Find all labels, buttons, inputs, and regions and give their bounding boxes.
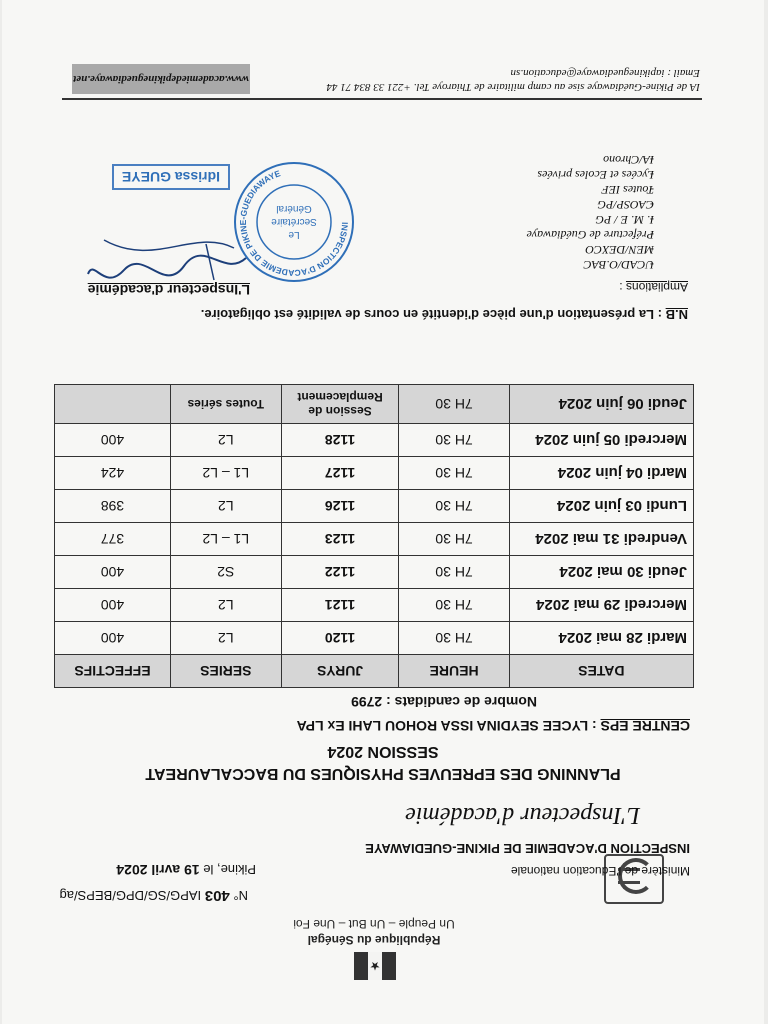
republic-header — [284, 916, 464, 948]
document-title: PLANNING DES EPREUVES PHYSIQUES DU BACCALAUREAT — [145, 765, 621, 782]
cell-session-replacement: Session de Remplacement — [281, 385, 399, 424]
cell-heure: 7H 30 — [399, 523, 509, 556]
table-row — [55, 622, 694, 655]
name-stamp: Idrissa GUEYE — [112, 164, 230, 190]
cell-date: Mercredi 05 juin 2024 — [509, 424, 693, 457]
cell-date: Mercredi 29 mai 2024 — [509, 589, 693, 622]
nb-notice: N.B : La présentation d'une pièce d'identité en cours de validité est obligatoire. — [200, 307, 688, 322]
list-item: - MEN/DEXCO — [526, 242, 654, 257]
centre-eps: CENTRE EPS : LYCEE SEYDINA ISSA ROHOU LAHI Ex LPA — [296, 718, 690, 734]
cell-series: L2 — [170, 490, 281, 523]
cell-heure: 7H 30 — [399, 490, 509, 523]
cell-empty — [55, 385, 171, 424]
candidate-count: Nombre de candidats : 2799 — [351, 694, 537, 710]
col-header-jurys: JURYS — [281, 655, 399, 688]
col-header-dates: DATES — [509, 655, 693, 688]
table-row — [55, 589, 694, 622]
ampliations-list — [526, 152, 682, 272]
cell-series: L2 — [170, 424, 281, 457]
document-date: Pikine, le 19 avril 2024 — [116, 862, 256, 878]
stamp-line-3: Général — [276, 203, 312, 214]
cell-series: S2 — [170, 556, 281, 589]
document-page — [2, 0, 764, 1024]
cell-jury: 1123 — [281, 523, 399, 556]
footer-address: IA de Pikine-Guédiawaye sise au camp militaire de Thiaroye Tel. +221 33 834 71 44 Email : iapikineguediawaye@education.sn — [326, 67, 700, 93]
cell-effectifs: 398 — [55, 490, 171, 523]
footer-website: www.academiedepikineguediawaye.net — [72, 64, 250, 94]
recipient-line: L'Inspecteur d'académie — [405, 802, 640, 828]
cell-jury: 1121 — [281, 589, 399, 622]
list-item: - IA/Chrono — [526, 152, 654, 167]
cell-effectifs: 424 — [55, 457, 171, 490]
table-row — [55, 523, 694, 556]
list-item: - Lycées et Ecoles privées — [526, 167, 654, 182]
cell-heure: 7H 30 — [399, 622, 509, 655]
cell-date: Vendredi 31 mai 2024 — [509, 523, 693, 556]
cell-jury: 1122 — [281, 556, 399, 589]
cell-heure: 7H 30 — [399, 556, 509, 589]
cell-effectifs: 400 — [55, 424, 171, 457]
col-header-effectifs: EFFECTIFS — [55, 655, 171, 688]
table-row — [55, 457, 694, 490]
stamp-ring-text: INSPECTION D'ACADEMIE DE PIKINE-GUEDIAWAYE — [237, 168, 351, 279]
cell-heure: 7H 30 — [399, 589, 509, 622]
inspection-name: INSPECTION D'ACADEMIE DE PIKINE-GUEDIAWAYE — [365, 841, 690, 856]
table-row — [55, 556, 694, 589]
cell-heure: 7H 30 — [399, 457, 509, 490]
senegal-flag-icon: ★ — [354, 952, 396, 980]
cell-date: Mardi 04 juin 2024 — [509, 457, 693, 490]
list-item: - I. M. E / PG — [526, 212, 654, 227]
table-row — [55, 424, 694, 457]
cell-date: Lundi 03 juin 2024 — [509, 490, 693, 523]
republic-name: République du Sénégal — [307, 933, 441, 947]
cell-effectifs: 400 — [55, 622, 171, 655]
cell-jury: 1128 — [281, 424, 399, 457]
cell-jury: 1126 — [281, 490, 399, 523]
cell-series: L2 — [170, 589, 281, 622]
cell-effectifs: 377 — [55, 523, 171, 556]
cell-heure: 7H 30 — [399, 424, 509, 457]
stamp-line-2: Secrétaire — [271, 216, 317, 227]
list-item: - UCAD/O.BAC — [526, 257, 654, 272]
cell-date: Mardi 28 mai 2024 — [509, 622, 693, 655]
handwritten-signature-icon — [84, 218, 254, 288]
col-header-series: SERIES — [170, 655, 281, 688]
cell-date: Jeudi 06 juin 2024 — [509, 385, 693, 424]
cell-series: L1 – L2 — [170, 523, 281, 556]
cell-jury: 1127 — [281, 457, 399, 490]
cell-effectifs: 400 — [55, 556, 171, 589]
cell-all-series: Toutes séries — [170, 385, 281, 424]
ampliations-title: Ampliations : — [619, 280, 688, 294]
footer-divider — [62, 98, 702, 100]
table-row-replacement — [55, 385, 694, 424]
list-item: - Préfecture de Guédiawaye — [526, 227, 654, 242]
col-header-heure: HEURE — [399, 655, 509, 688]
cell-series: L1 – L2 — [170, 457, 281, 490]
list-item: - CAOSP/PG — [526, 197, 654, 212]
planning-table — [54, 384, 694, 688]
cell-jury: 1120 — [281, 622, 399, 655]
ministry-name: Ministère de l'Education nationale — [510, 864, 690, 878]
session-title: SESSION 2024 — [327, 743, 439, 760]
reference-number-value: 403 — [204, 887, 230, 904]
signatory-title: L'Inspecteur d'académie — [87, 282, 250, 298]
reference-number: N° 403 IAPG/SG/DPG/BEPS/ag — [59, 887, 248, 904]
stamp-line-1: Le — [288, 229, 300, 240]
list-item: - Toutes IEF — [526, 182, 654, 197]
ministry-logo-icon — [604, 854, 664, 904]
cell-effectifs: 400 — [55, 589, 171, 622]
cell-heure: 7H 30 — [399, 385, 509, 424]
table-row — [55, 490, 694, 523]
republic-motto: Un Peuple – Un But – Une Foi — [293, 917, 455, 931]
cell-date: Jeudi 30 mai 2024 — [509, 556, 693, 589]
cell-series: L2 — [170, 622, 281, 655]
table-header-row — [55, 655, 694, 688]
official-stamp-icon — [232, 160, 356, 284]
